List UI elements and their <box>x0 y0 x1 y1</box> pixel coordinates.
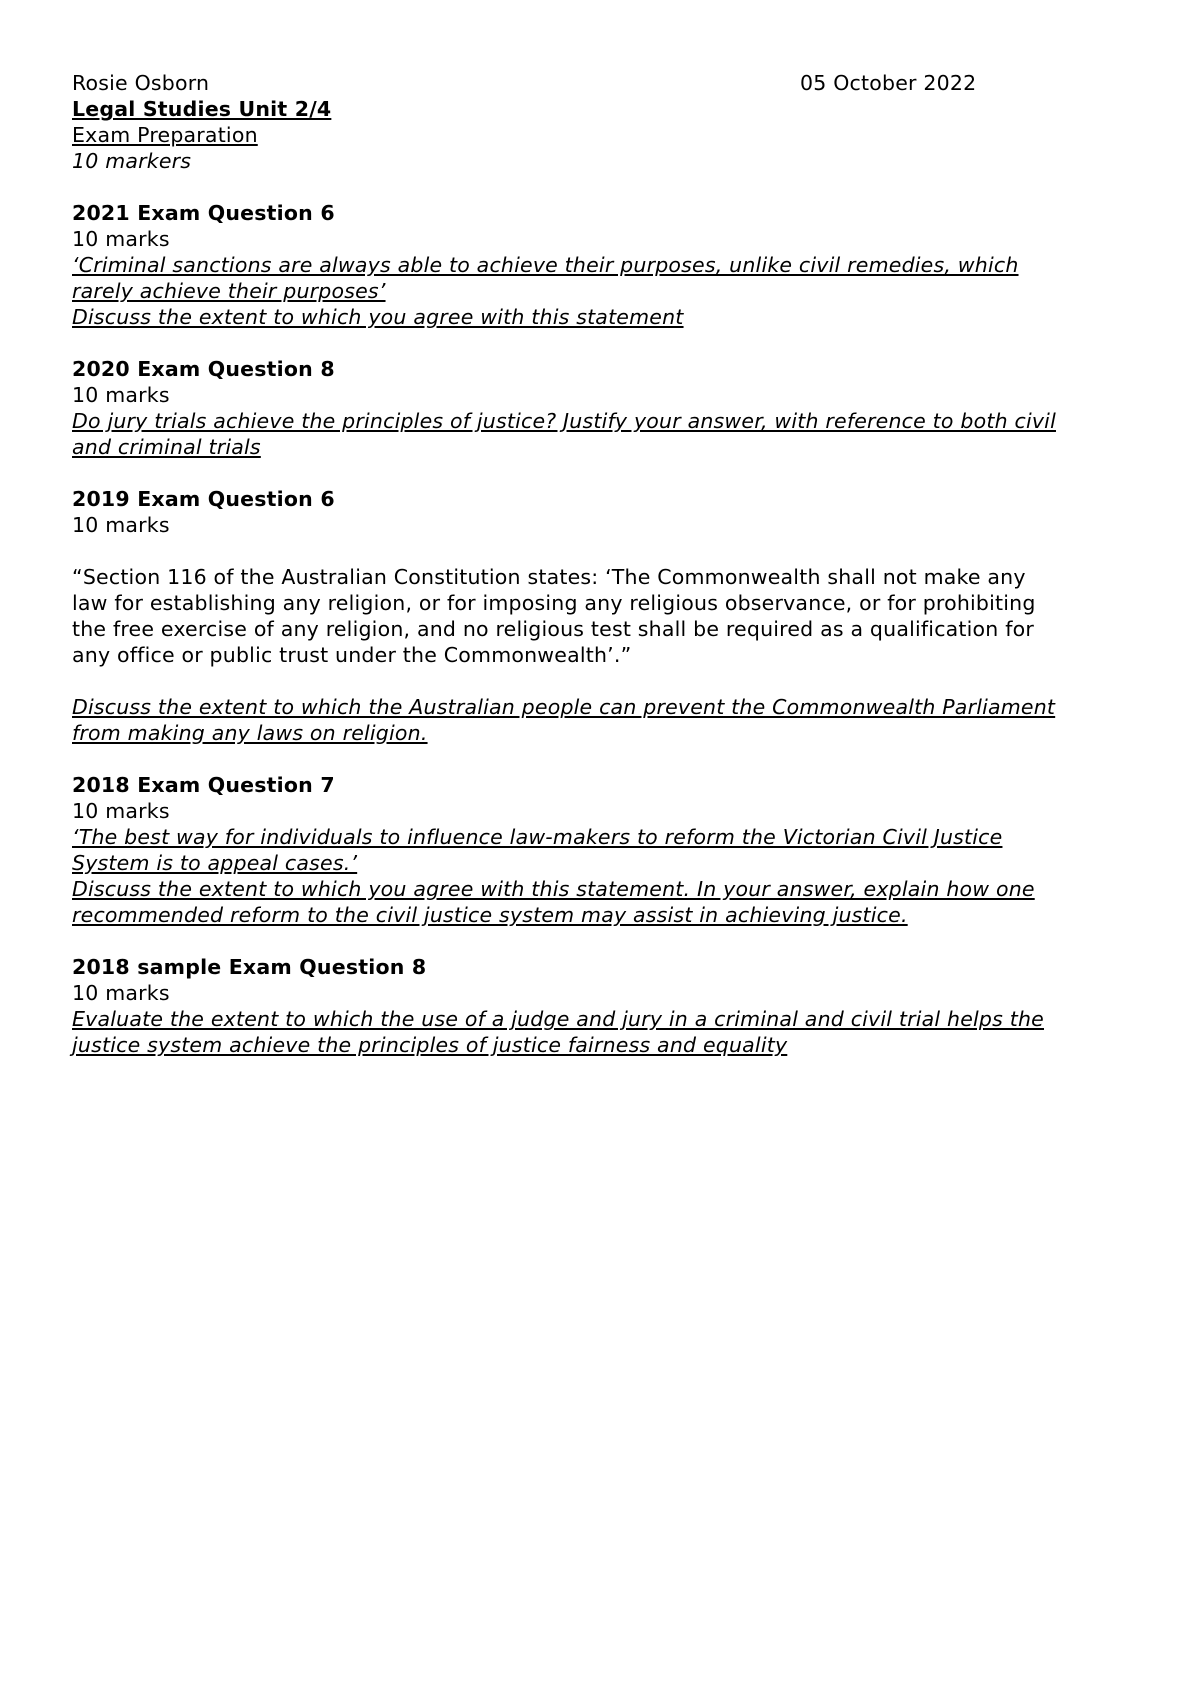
question-prompt-line: Discuss the extent to which the Australian people can prevent the Commonwealth Parliament <box>72 695 1056 719</box>
question-prompt-line: rarely achieve their purposes’ <box>72 279 386 303</box>
document-title: Legal Studies Unit 2/4 <box>72 97 332 121</box>
question-marks: 10 marks <box>72 513 170 537</box>
question-prompt-line: Do jury trials achieve the principles of justice? Justify your answer, with reference to both civil <box>72 409 1056 433</box>
question-block <box>72 356 1142 460</box>
question-heading: 2020 Exam Question 8 <box>72 357 335 381</box>
question-prompt-line: justice system achieve the principles of justice fairness and equality <box>72 1033 788 1057</box>
question-prompt-line: Discuss the extent to which you agree with this statement. In your answer, explain how one <box>72 877 1035 901</box>
question-prompt-line: and criminal trials <box>72 435 261 459</box>
quote-line: “Section 116 of the Australian Constitution states: ‘The Commonwealth shall not make any <box>72 565 1026 589</box>
question-marks: 10 marks <box>72 981 170 1005</box>
author-name: Rosie Osborn <box>72 71 210 95</box>
question-prompt-line: Evaluate the extent to which the use of a judge and jury in a criminal and civil trial helps the <box>72 1007 1044 1031</box>
question-block <box>72 200 1142 330</box>
document-page <box>72 70 1142 1058</box>
question-heading: 2018 Exam Question 7 <box>72 773 335 797</box>
question-marks: 10 marks <box>72 799 170 823</box>
question-block <box>72 486 1142 746</box>
question-prompt-line: ‘The best way for individuals to influence law-makers to reform the Victorian Civil Justice <box>72 825 1003 849</box>
question-heading: 2018 sample Exam Question 8 <box>72 955 427 979</box>
question-marks: 10 marks <box>72 227 170 251</box>
quote-line: law for establishing any religion, or for imposing any religious observance, or for prohibiting <box>72 591 1036 615</box>
question-prompt-line: Discuss the extent to which you agree with this statement <box>72 305 684 329</box>
document-category: 10 markers <box>72 149 192 173</box>
question-marks: 10 marks <box>72 383 170 407</box>
question-block <box>72 772 1142 928</box>
question-prompt-line: from making any laws on religion. <box>72 721 428 745</box>
question-prompt-line: ‘Criminal sanctions are always able to achieve their purposes, unlike civil remedies, which <box>72 253 1019 277</box>
question-heading: 2021 Exam Question 6 <box>72 201 335 225</box>
quote-line: the free exercise of any religion, and no religious test shall be required as a qualification for <box>72 617 1034 641</box>
quote-line: any office or public trust under the Commonwealth’.” <box>72 643 632 667</box>
question-prompt-line: recommended reform to the civil justice system may assist in achieving justice. <box>72 903 908 927</box>
document-date: 05 October 2022 <box>800 71 977 95</box>
header-row <box>72 70 1142 96</box>
question-block <box>72 954 1142 1058</box>
question-prompt-line: System is to appeal cases.’ <box>72 851 358 875</box>
question-heading: 2019 Exam Question 6 <box>72 487 335 511</box>
document-subtitle: Exam Preparation <box>72 123 258 147</box>
